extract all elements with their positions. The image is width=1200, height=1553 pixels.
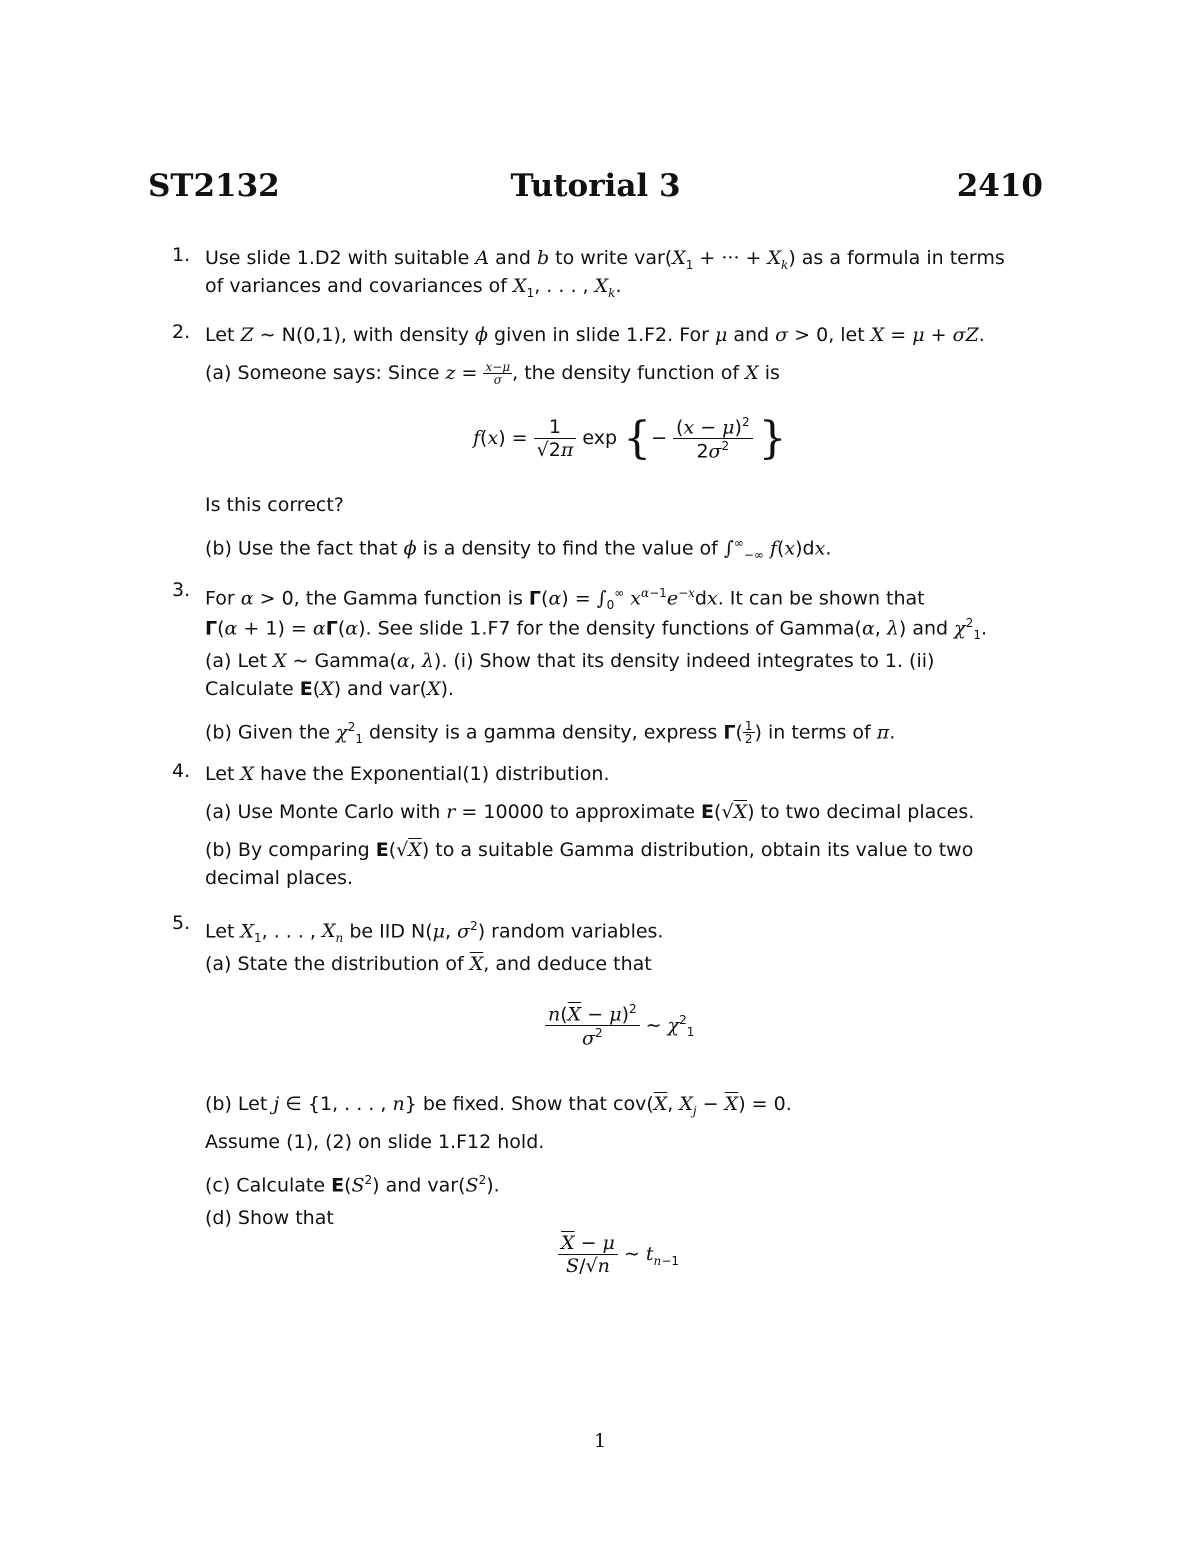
q5c-line: (c) Calculate $E(S^2)$ and $var(S^2)$. bbox=[205, 1173, 500, 1197]
q4b-line-2: decimal places. bbox=[205, 867, 354, 889]
question-number: 3. bbox=[172, 579, 191, 601]
q3-line-2: Γ(α + 1) = αΓ(α). See slide 1.F7 for the density functions of Gamma(α, λ) and $\chi^2_1$. bbox=[205, 616, 988, 643]
question-number: 2. bbox=[172, 321, 191, 343]
course-code: ST2132 bbox=[148, 168, 280, 204]
q3-line-1: For α > 0, the Gamma function is $\Gamma(\alpha) = \int_0^\infty$ $x^{\alpha-1}e^{-x}dx$. It can be shown that bbox=[205, 586, 925, 613]
q5-line-1: Let $X_1$, . . . , $X_n$ be IID N(μ, $\sigma^2$) random variables. bbox=[205, 919, 664, 946]
q2-density-equation: f(x) = $\frac{1}{√2\pi}$ exp {− $\frac{(x - \mu)^2}{2\sigma^2}$ } bbox=[473, 413, 787, 464]
page-title: Tutorial 3 bbox=[510, 168, 681, 204]
term-code: 2410 bbox=[956, 168, 1043, 204]
q2-line-1: Let Z ∼ N(0,1), with density ϕ given in slide 1.F2. For μ and σ > 0, let X = μ + σZ. bbox=[205, 324, 985, 346]
q1-line-2: of variances and covariances of $X_1$, . . . , $X_k$. bbox=[205, 275, 622, 300]
q4-line-1: Let X have the Exponential(1) distribution. bbox=[205, 763, 610, 785]
q3a-line-1: (a) Let X ∼ Gamma(α, λ). (i) Show that its density indeed integrates to 1. (ii) bbox=[205, 650, 935, 672]
q3b-line: (b) Given the $\chi^2_1$ density is a gamma density, express Γ( $\frac{1}{2}$ ) in terms of π. bbox=[205, 719, 896, 747]
q5-t-equation: $\frac{\overline{X} - \mu}{S/√n}$ ∼ $t_{n-1}$ bbox=[558, 1232, 679, 1277]
page-header bbox=[148, 168, 1043, 212]
q4a-line: (a) Use Monte Carlo with r = 10000 to approximate E(√X) to two decimal places. bbox=[205, 801, 975, 823]
q4b-line-1: (b) By comparing E(√X) to a suitable Gamma distribution, obtain its value to two bbox=[205, 839, 974, 861]
q2b-line: (b) Use the fact that ϕ is a density to find the value of $\int^\infty_{-\infty}$ f(x)dx. bbox=[205, 536, 832, 563]
q5b-line: (b) Let j ∈ {1, . . . , n} be fixed. Show that $cov(\overline{X}$, $X_j - \overline{X}) = 0$. bbox=[205, 1093, 792, 1118]
q5-chi-equation: $\frac{n(\overline{X} - \mu)^2}{\sigma^2}$ ∼ $\chi^2_1$ bbox=[545, 1002, 694, 1050]
q5a-line: (a) State the distribution of $\overline{X}$, and deduce that bbox=[205, 953, 652, 975]
q3a-line-2: Calculate E(X) and var(X). bbox=[205, 678, 455, 700]
question-number: 5. bbox=[172, 912, 191, 934]
q2a-line: (a) Someone says: Since z = $\frac{x-\mu}{\sigma}$ , the density function of X is bbox=[205, 360, 780, 387]
q1-line-1: Use slide 1.D2 with suitable A and b to write $var(X_1$ + ··· + $X_k$) as a formula in terms bbox=[205, 247, 1005, 272]
question-number: 4. bbox=[172, 760, 191, 782]
page-number: 1 bbox=[593, 1430, 607, 1452]
q5d-line: (d) Show that bbox=[205, 1207, 334, 1229]
q5-assumption: Assume (1), (2) on slide 1.F12 hold. bbox=[205, 1131, 545, 1153]
q2-question: Is this correct? bbox=[205, 494, 344, 516]
question-number: 1. bbox=[172, 244, 191, 266]
